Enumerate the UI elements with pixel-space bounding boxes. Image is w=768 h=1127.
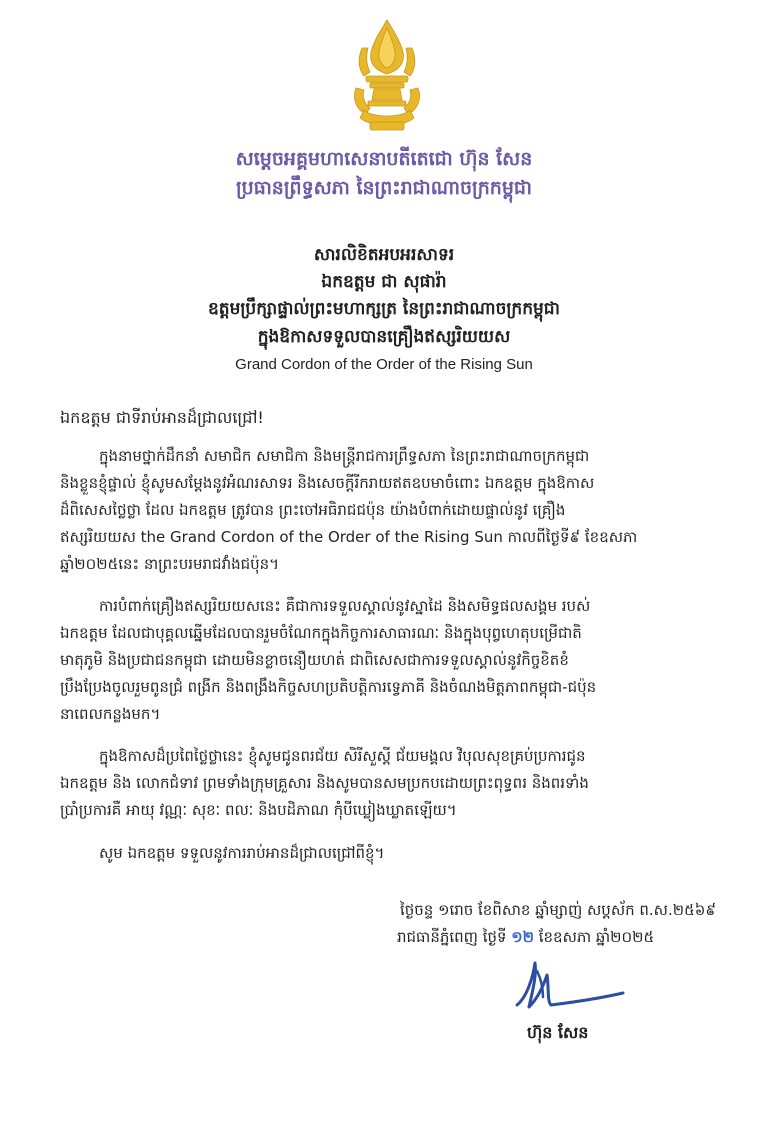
issuer-position: ប្រធានព្រឹទ្ធសភា នៃព្រះរាជាណាចក្រកម្ពុជា [236,177,532,199]
solar-date [397,927,654,947]
paragraph-line: ប្រឹងប្រែងចូលរួមពូនជ្រំ ពង្រីក និងពង្រឹងកិច្ចសហប្រតិបត្តិការទ្វេភាគី និងចំណងមិត្តភាពកម្ពុជា-ជប៉ុន [60,678,597,696]
paragraph-line: ក្នុងនាមថ្នាក់ដឹកនាំ សមាជិក សមាជិកា និងមន្ត្រីរាជការព្រឹទ្ធសភា នៃព្រះរាជាណាចក្រកម្ពុជា [99,447,590,465]
paragraph-line: ដ៏ពិសេសថ្លៃថ្លា ដែល ឯកឧត្តម ត្រូវបាន ព្រះចៅអធិរាជជប៉ុន យ៉ាងបំពាក់ដោយផ្ទាល់នូវ គ្រឿង [60,501,566,519]
award-name: Grand Cordon of the Order of the Rising Sun [235,356,533,373]
paragraph-line: ឯកឧត្តម ដែលជាបុគ្គលឆ្នើមដែលបានរួមចំណែកក្នុងកិច្ចការសាធារណៈ និងក្នុងបុព្វហេតុបម្រើជាតិ [60,624,582,642]
letter-title: សារលិខិតអបអរសាទរ [313,245,455,265]
paragraph-line: ឥស្សរិយយស the Grand Cordon of the Order of the Rising Sun កាលពីថ្ងៃទី៩ ខែឧសភា [60,528,638,546]
signer-name: ហ៊ុន សែន [527,1023,589,1042]
paragraph-line: និងខ្លួនខ្ញុំផ្ទាល់ ខ្ញុំសូមសម្តែងនូវអំណរសាទរ និងសេចក្តីរីករាយឥតឧបមាចំពោះ ឯកឧត្តម ក្នុងឱកាស [60,474,595,492]
solar-date-day: ១២ [511,928,534,946]
recipient-name: ឯកឧត្តម ជា សុផារ៉ា [321,272,447,292]
salutation: ឯកឧត្តម ជាទីរាប់អានដ៏ជ្រាលជ្រៅ! [60,408,264,427]
closing-line: សូម ឯកឧត្តម ទទួលនូវការរាប់អានដ៏ជ្រាលជ្រៅពីខ្ញុំ។ [99,844,385,862]
paragraph-line: ឆ្នាំ២០២៥នេះ នាព្រះបរមរាជវាំងជប៉ុន។ [60,555,280,573]
lunar-date: ថ្ងៃចន្ទ ១រោច ខែពិសាខ ឆ្នាំម្សាញ់ សប្តស័ក ព.ស.២៥៦៩ [400,901,716,919]
handwritten-signature [507,957,627,1017]
paragraph-line: មាតុភូមិ និងប្រជាជនកម្ពុជា ដោយមិនខ្លាចនឿយហត់ ជាពិសេសជាការទទួលស្គាល់នូវកិច្ចខិតខំ [60,651,569,669]
paragraph-line: នាពេលកន្លងមក។ [60,705,161,723]
senate-emblem-logo [344,18,430,134]
solar-date-suffix: ខែឧសភា ឆ្នាំ២០២៥ [534,928,655,946]
paragraph-line: ប្រាំប្រការគឺ អាយុ វណ្ណៈ សុខៈ ពលៈ និងបដិភាណ កុំបីឃ្លៀងឃ្លាតឡើយ។ [60,801,457,819]
recipient-position: ឧត្តមប្រឹក្សាផ្ទាល់ព្រះមហាក្សត្រ នៃព្រះរាជាណាចក្រកម្ពុជា [208,299,560,319]
issuer-name: សម្តេចអគ្គមហាសេនាបតីតេជោ ហ៊ុន សែន [235,148,533,170]
occasion-line: ក្នុងឱកាសទទួលបានគ្រឿងឥស្សរិយយស [257,327,511,347]
paragraph-line: ក្នុងឱកាសដ៏ប្រពៃថ្លៃថ្លានេះ ខ្ញុំសូមជូនពរជ័យ សិរីសួស្តី ជ័យមង្គល វិបុលសុខគ្រប់ប្រការជូន [99,747,586,765]
paragraph-line: ការបំពាក់គ្រឿងឥស្សរិយយសនេះ គឺជាការទទួលស្គាល់នូវស្នាដៃ និងសមិទ្ធផលសង្គម របស់ [99,597,591,615]
paragraph-line: ឯកឧត្តម និង លោកជំទាវ ព្រមទាំងក្រុមគ្រួសារ និងសូមបានសមប្រកបដោយព្រះពុទ្ធពរ និងពរទាំង [60,774,589,792]
solar-date-prefix: រាជធានីភ្នំពេញ ថ្ងៃទី [397,928,512,946]
